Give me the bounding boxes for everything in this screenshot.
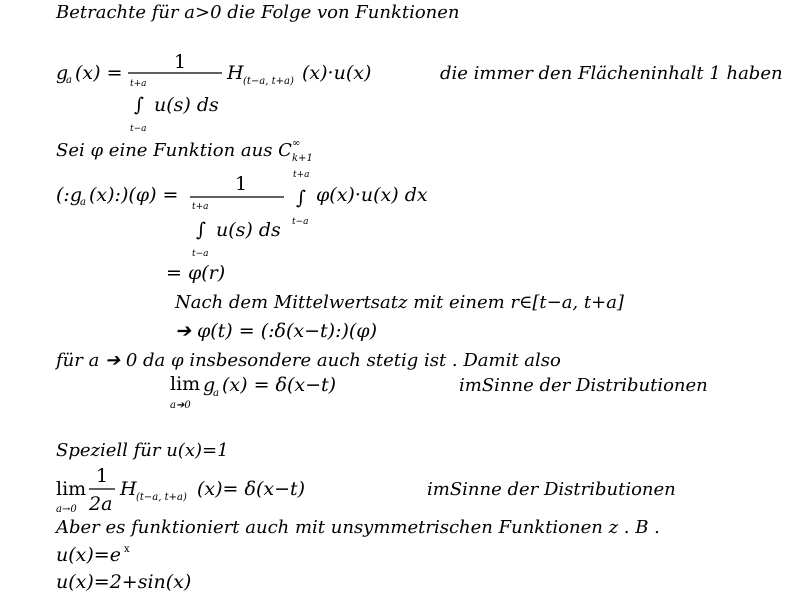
pairing-int-lower: t−a xyxy=(292,217,309,227)
heaviside-subscript: (t−a, t+a) xyxy=(243,76,294,87)
sei-line xyxy=(56,138,313,164)
ga-integral-upper: t+a xyxy=(130,79,147,89)
heaviside-rest: (x)·u(x) xyxy=(302,62,372,84)
aber-line: Aber es funktioniert auch mit unsymmetrischen Funktionen z . B . xyxy=(56,517,660,538)
mittelwertsatz-line: Nach dem Mittelwertsatz mit einem r∈[t−a, t+a] xyxy=(175,292,624,313)
limit-1 xyxy=(170,373,708,411)
lim-2-frac-num: 1 xyxy=(96,465,109,487)
sei-text: Sei φ eine Funktion aus C xyxy=(56,140,292,161)
ga-numerator: 1 xyxy=(174,51,187,73)
lim-1-word: lim xyxy=(170,373,201,395)
ga-symbol: g xyxy=(56,62,69,84)
pairing-lhs-subscript: a xyxy=(80,197,86,208)
limit-2 xyxy=(56,465,676,515)
lim-2-comment: imSinne der Distributionen xyxy=(427,479,676,500)
example-1-lhs: u(x)=e xyxy=(56,544,121,566)
example-1-superscript: x xyxy=(124,544,130,555)
speziell-line: Speziell für u(x)=1 xyxy=(56,440,229,461)
lim-2-under: a→0 xyxy=(56,504,77,515)
lim-1-g: g xyxy=(203,374,216,396)
ga-definition xyxy=(56,51,783,134)
pairing-lhs-end: (x):)(φ) = xyxy=(89,184,179,206)
phi-r-line: = φ(r) xyxy=(166,262,226,284)
ga-argument: (x) = xyxy=(75,62,123,84)
pairing-numerator: 1 xyxy=(235,173,248,195)
lim-2-frac-den: 2a xyxy=(89,493,113,515)
heaviside-symbol: H xyxy=(227,62,244,84)
lim-2-H: H xyxy=(120,478,137,500)
fuer-line: für a ➔ 0 da φ insbesondere auch stetig ist . Damit also xyxy=(56,350,561,371)
example-2: u(x)=2+sin(x) xyxy=(56,571,192,593)
lim-1-comment: imSinne der Distributionen xyxy=(459,375,708,396)
c-superscript: ∞ xyxy=(292,138,301,149)
ga-subscript: a xyxy=(66,75,72,86)
pairing-equation xyxy=(56,170,428,259)
pairing-den-lower: t−a xyxy=(192,249,209,259)
ga-denominator-integrand: u(s) ds xyxy=(154,94,219,116)
lim-1-g-subscript: a xyxy=(213,388,219,399)
intro-line: Betrachte für a>0 die Folge von Funktionen xyxy=(56,2,460,23)
lim-1-under: a➔0 xyxy=(170,400,191,411)
pairing-den-upper: t+a xyxy=(192,202,209,212)
lim-2-word: lim xyxy=(56,478,87,500)
pairing-den-integrand: u(s) ds xyxy=(216,219,281,241)
c-subscript: k+1 xyxy=(292,153,313,164)
pairing-int-upper: t+a xyxy=(293,170,310,180)
lim-2-rest: (x)= δ(x−t) xyxy=(197,478,306,500)
lim-1-rest: (x) = δ(x−t) xyxy=(222,374,337,396)
lim-2-H-subscript: (t−a, t+a) xyxy=(136,492,187,503)
ga-integral-lower: t−a xyxy=(130,124,147,134)
pairing-lhs-start: (:g xyxy=(56,184,82,206)
pairing-integral-sign: ∫ xyxy=(296,187,306,209)
area-comment: die immer den Flächeninhalt 1 haben xyxy=(440,63,783,84)
pairing-den-integral-sign: ∫ xyxy=(196,219,206,241)
ga-integral-sign: ∫ xyxy=(134,94,144,116)
pairing-integrand: φ(x)·u(x) dx xyxy=(316,184,428,206)
example-1 xyxy=(56,544,130,566)
arrow-delta-line: ➔ φ(t) = (:δ(x−t):)(φ) xyxy=(175,320,378,342)
